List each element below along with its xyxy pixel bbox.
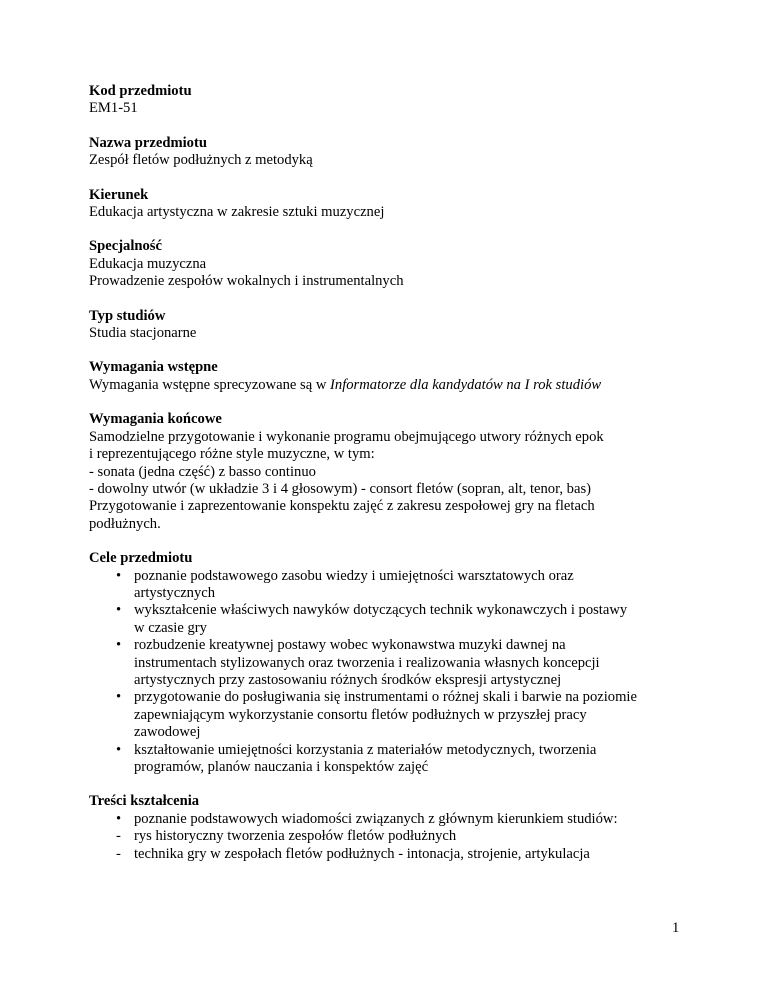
section-typ: [89, 308, 689, 343]
list-item: [89, 568, 689, 603]
list-item: [89, 811, 689, 828]
list-item: [89, 637, 689, 689]
section-nazwa: [89, 135, 689, 170]
text-line: i reprezentującego różne style muzyczne, w tym:: [89, 446, 375, 463]
text-line: kształtowanie umiejętności korzystania z materiałów metodycznych, tworzenia: [134, 741, 597, 758]
section-heading: Wymagania wstępne: [89, 359, 218, 376]
text-line: Przygotowanie i zaprezentowanie konspektu zajęć z zakresu zespołowej gry na fletach: [89, 498, 595, 515]
section-value: Zespół fletów podłużnych z metodyką: [89, 152, 313, 169]
text-line: artystycznych przy zastosowaniu różnych środków ekspresji artystycznej: [134, 671, 562, 688]
text-line: podłużnych.: [89, 515, 161, 532]
bullet-list: [89, 568, 689, 777]
list-item: [89, 828, 689, 845]
bullet-icon: •: [116, 810, 122, 827]
list-item: [89, 846, 689, 863]
text-line: rys historyczny tworzenia zespołów fletów podłużnych: [134, 828, 457, 845]
section-specjalnosc: [89, 238, 689, 290]
section-heading: Specjalność: [89, 238, 162, 255]
dash-marker: -: [116, 828, 121, 845]
bullet-icon: •: [116, 741, 122, 758]
section-value: [89, 377, 689, 394]
page-number: 1: [672, 920, 680, 936]
section-wymagania-koncowe: [89, 411, 689, 533]
section-heading: Wymagania końcowe: [89, 411, 222, 428]
text-line: instrumentach stylizowanych oraz tworzenia i realizowania własnych koncepcji: [134, 654, 600, 671]
text-line: wykształcenie właściwych nawyków dotyczących technik wykonawczych i postawy: [134, 602, 628, 619]
section-heading: Cele przedmiotu: [89, 550, 193, 567]
text-line: zapewniającym wykorzystanie consortu fletów podłużnych w przyszłej pracy: [134, 706, 587, 723]
text-line: Samodzielne przygotowanie i wykonanie programu obejmującego utwory różnych epok: [89, 428, 604, 445]
section-value: Edukacja muzyczna: [89, 255, 207, 272]
section-heading: Typ studiów: [89, 307, 166, 324]
text-italic: Informatorze dla kandydatów na I rok studiów: [330, 376, 602, 393]
section-value: EM1-51: [89, 100, 138, 117]
section-heading: Kod przedmiotu: [89, 83, 192, 99]
document-content: [89, 83, 689, 880]
section-kod: [89, 83, 689, 118]
text-line: rozbudzenie kreatywnej postawy wobec wykonawstwa muzyki dawnej na: [134, 637, 566, 654]
text-line: w czasie gry: [134, 619, 207, 636]
text-line: - sonata (jedna część) z basso continuo: [89, 463, 316, 480]
text-line: poznanie podstawowych wiadomości związanych z głównym kierunkiem studiów:: [134, 810, 618, 827]
text-line: programów, planów nauczania i konspektów zajęć: [134, 759, 429, 775]
section-tresci: [89, 793, 689, 863]
section-heading: Nazwa przedmiotu: [89, 134, 207, 151]
text-line: przygotowanie do posługiwania się instrumentami o różnej skali i barwie na poziomie: [134, 689, 637, 706]
text-line: poznanie podstawowego zasobu wiedzy i umiejętności warsztatowych oraz: [134, 567, 574, 584]
dash-list: [89, 828, 689, 863]
section-cele: [89, 550, 689, 776]
bullet-icon: •: [116, 602, 122, 619]
text-plain: Wymagania wstępne sprecyzowane są w: [89, 376, 331, 393]
list-item: [89, 602, 689, 637]
section-wymagania-wstepne: [89, 359, 689, 394]
dash-marker: -: [116, 845, 121, 862]
text-line: artystycznych: [134, 584, 216, 601]
list-item: [89, 689, 689, 741]
bullet-icon: •: [116, 689, 122, 706]
section-kierunek: [89, 187, 689, 222]
section-heading: Treści kształcenia: [89, 793, 200, 810]
bullet-icon: •: [116, 637, 122, 654]
text-line: technika gry w zespołach fletów podłużnych - intonacja, strojenie, artykulacja: [134, 845, 590, 862]
list-item: [89, 742, 689, 777]
bullet-list: [89, 811, 689, 828]
section-value: Studia stacjonarne: [89, 325, 197, 342]
bullet-icon: •: [116, 567, 122, 584]
section-heading: Kierunek: [89, 186, 149, 203]
text-line: zawodowej: [134, 724, 201, 741]
section-value: Prowadzenie zespołów wokalnych i instrumentalnych: [89, 273, 404, 290]
text-line: - dowolny utwór (w układzie 3 i 4 głosowym) - consort fletów (sopran, alt, tenor, bas): [89, 480, 591, 497]
section-value: Edukacja artystyczna w zakresie sztuki muzycznej: [89, 204, 385, 221]
